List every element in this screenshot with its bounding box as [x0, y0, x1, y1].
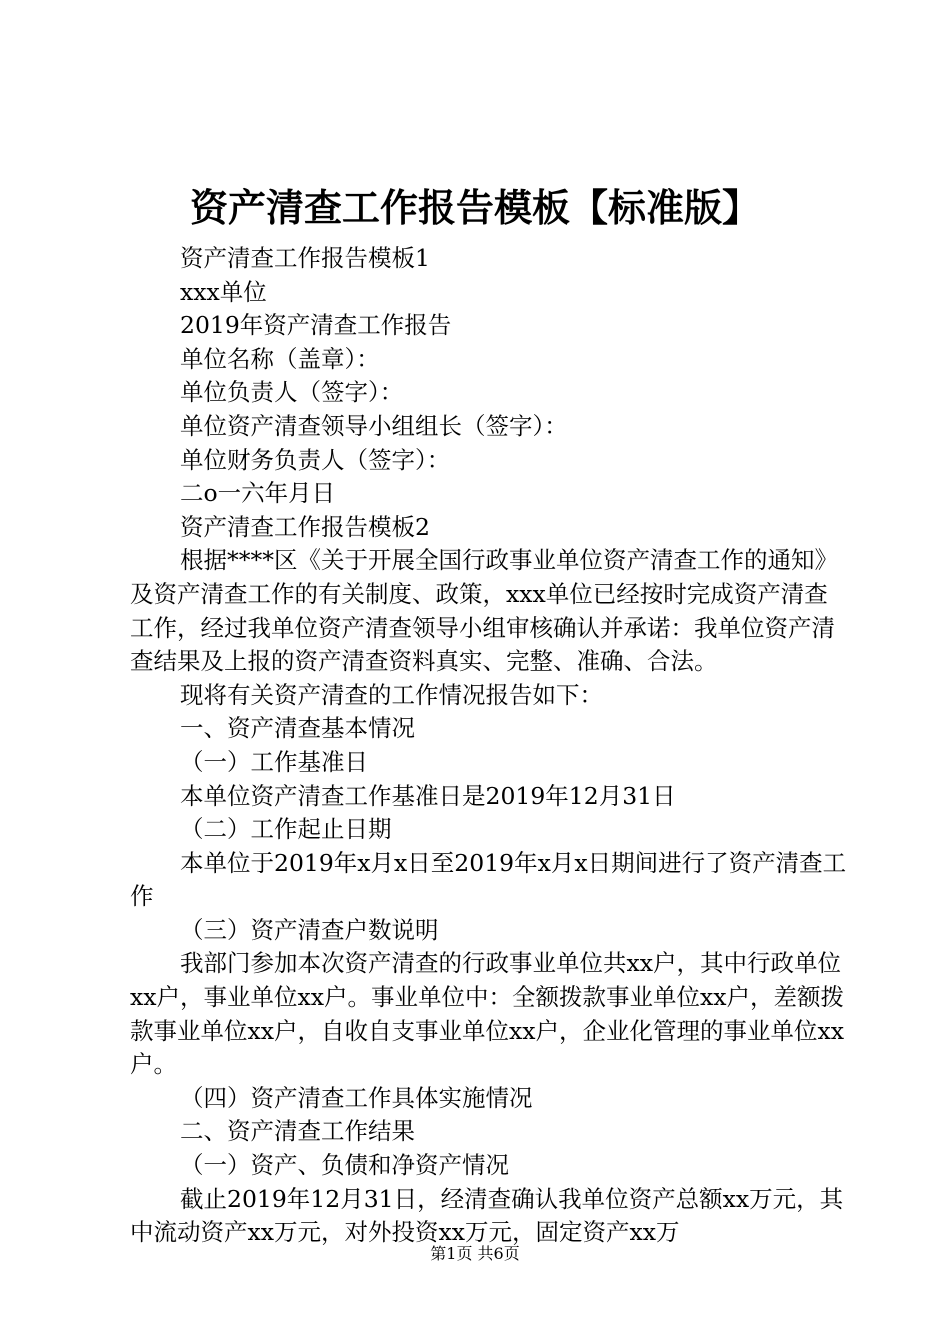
paragraph: 资产清查工作报告模板2: [180, 512, 430, 541]
paragraph: 资产清查工作报告模板1: [180, 244, 430, 272]
subsection-heading: （一）资产、负债和净资产情况: [180, 1151, 509, 1180]
paragraph: 单位资产清查领导小组组长（签字）：: [180, 411, 568, 440]
paragraph: 截止2019年12月31日，经清查确认我单位资产总额xx万元，其中流动资产xx万元，对外投资xx万元，固定资产xx万: [130, 1184, 844, 1247]
section-heading: 二、资产清查工作结果: [180, 1117, 415, 1146]
paragraph: 单位负责人（签字）：: [180, 378, 404, 407]
page-footer: 第1页 共6页: [430, 1244, 520, 1263]
subsection-heading: （四）资产清查工作具体实施情况: [180, 1083, 533, 1112]
paragraph: 现将有关资产清查的工作情况报告如下：: [180, 680, 603, 709]
paragraph: 二o一六年月日: [180, 479, 336, 508]
paragraph: 单位名称（盖章）：: [180, 344, 380, 373]
paragraph: 我部门参加本次资产清查的行政事业单位共xx户，其中行政单位xx户，事业单位xx户。事业单位中：全额拨款事业单位xx户，差额拨款事业单位xx户，自收自支事业单位xx户，企业化管理的事业单位xx户。: [130, 949, 845, 1079]
document-body: [130, 242, 850, 1250]
paragraph: 单位财务负责人（签字）：: [180, 445, 451, 474]
subsection-heading: （一）工作基准日: [180, 747, 368, 776]
subsection-heading: （二）工作起止日期: [180, 815, 392, 844]
subsection-heading: （三）资产清查户数说明: [180, 915, 439, 944]
paragraph: xxx单位: [180, 277, 267, 306]
paragraph: 本单位资产清查工作基准日是2019年12月31日: [180, 781, 676, 810]
paragraph: 2019年资产清查工作报告: [180, 311, 452, 340]
document-title: 资产清查工作报告模板【标准版】: [189, 185, 760, 230]
paragraph: 本单位于2019年x月x日至2019年x月x日期间进行了资产清查工作: [130, 848, 847, 911]
paragraph: 根据****区《关于开展全国行政事业单位资产清查工作的通知》及资产清查工作的有关制度、政策，xxx单位已经按时完成资产清查工作，经过我单位资产清查领导小组审核确认并承诺：我单位资产清查结果及上报的资产清查资料真实、完整、准确、合法。: [130, 546, 838, 676]
section-heading: 一、资产清查基本情况: [180, 714, 415, 743]
